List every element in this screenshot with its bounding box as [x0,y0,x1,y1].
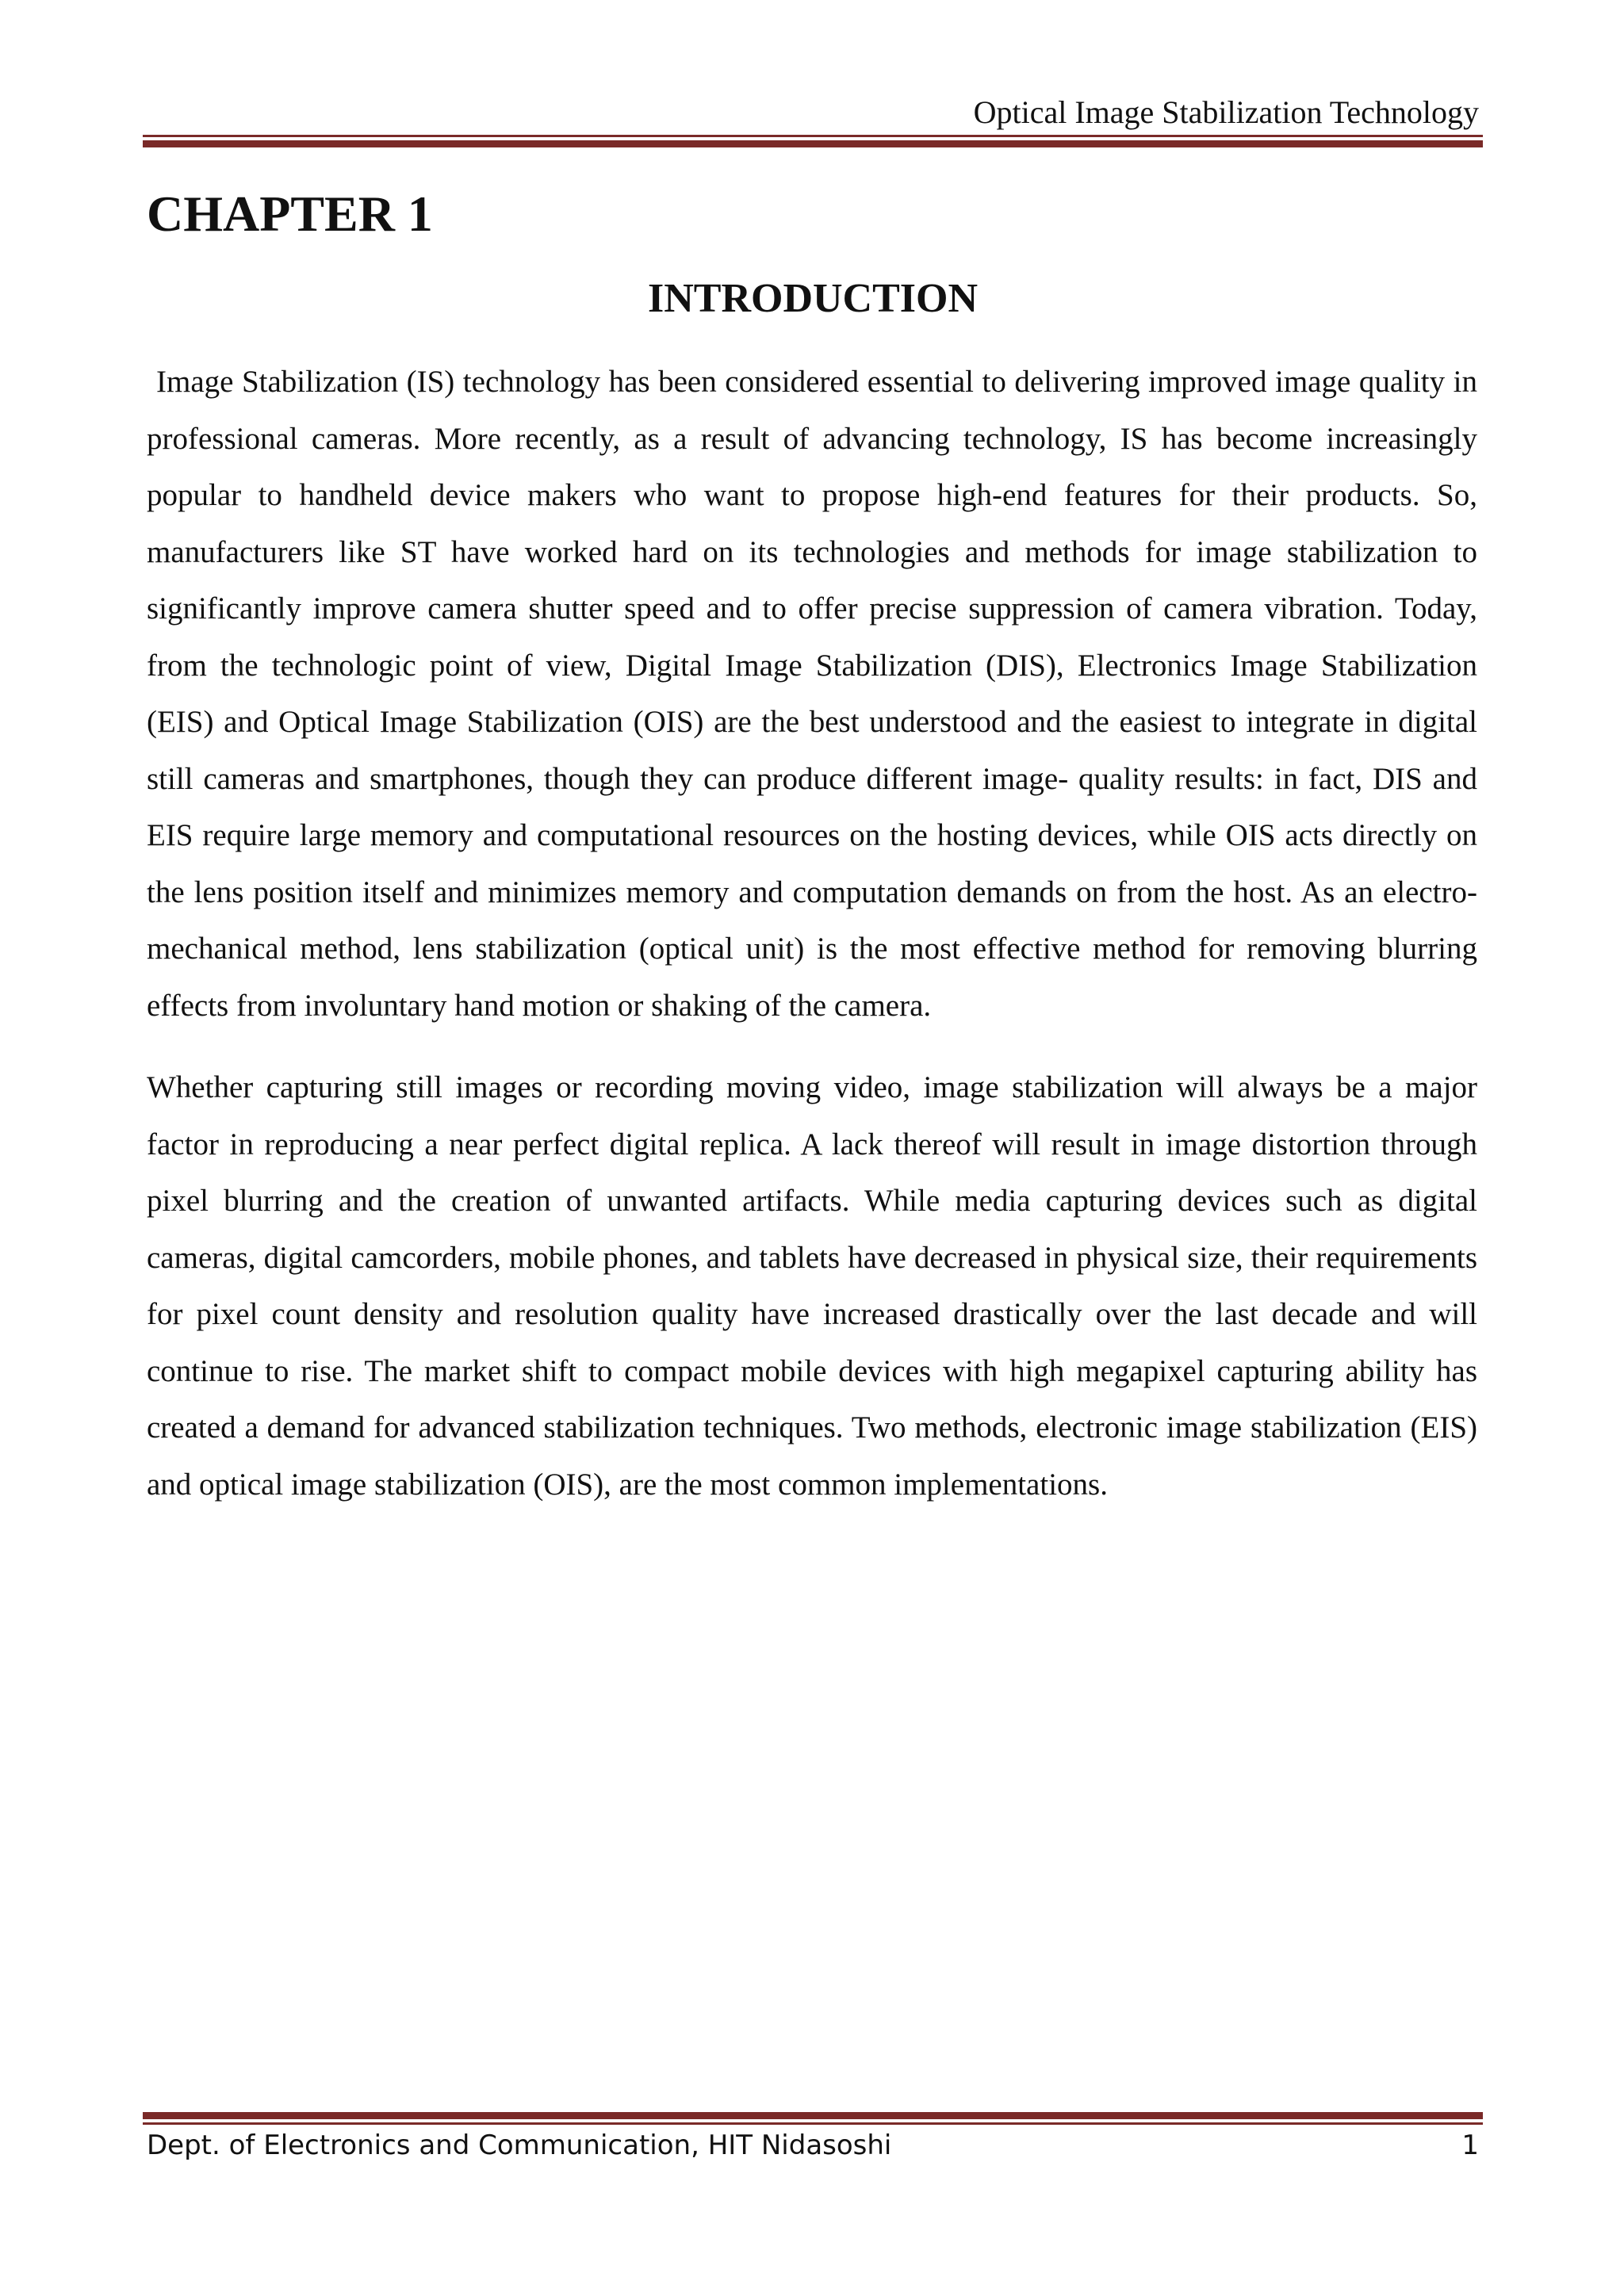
paragraph-2: Whether capturing still images or recording moving video, image stabilization will always be a major factor in reproducing a near perfect digital replica. A lack thereof will result in image distortion through pixel blurring and the creation of unwanted artifacts. While media capturing devices such as digital cameras, digital camcorders, mobile phones, and tablets have decreased in physical size, their requirements for pixel count density and resolution quality have increased drastically over the last decade and will continue to rise. The market shift to compact mobile devices with high megapixel capturing ability has created a demand for advanced stabilization techniques. Two methods, electronic image stabilization (EIS) and optical image stabilization (OIS), are the most common implementations. [147,1070,1477,1502]
header-rule [143,135,1483,147]
chapter-label: CHAPTER 1 [147,186,433,242]
body-text [147,354,1477,1513]
footer-rule [143,2112,1483,2125]
paragraph-1: Image Stabilization (IS) technology has been considered essential to delivering improved image quality in professional cameras. More recently, as a result of advancing technology, IS has become increasingly popular to handheld device makers who want to propose high-end features for their products. So, manufacturers like ST have worked hard on its technologies and methods for image stabilization to significantly improve camera shutter speed and to offer precise suppression of camera vibration. Today, from the technologic point of view, Digital Image Stabilization (DIS), Electronics Image Stabilization (EIS) and Optical Image Stabilization (OIS) are the best understood and the easiest to integrate in digital still cameras and smartphones, though they can produce different image- quality results: in fact, DIS and EIS require large memory and computational resources on the hosting devices, while OIS acts directly on the lens position itself and minimizes memory and computation demands on from the host. As an electro-mechanical method, lens stabilization (optical unit) is the most effective method for removing blurring effects from involuntary hand motion or shaking of the camera. [147,365,1477,1023]
page-footer [147,2128,1479,2163]
page-number: 1 [1461,2130,1479,2161]
section-title: INTRODUCTION [647,276,979,321]
footer-department: Dept. of Electronics and Communication, HIT Nidasoshi [147,2130,892,2161]
running-header: Optical Image Stabilization Technology [973,94,1479,130]
